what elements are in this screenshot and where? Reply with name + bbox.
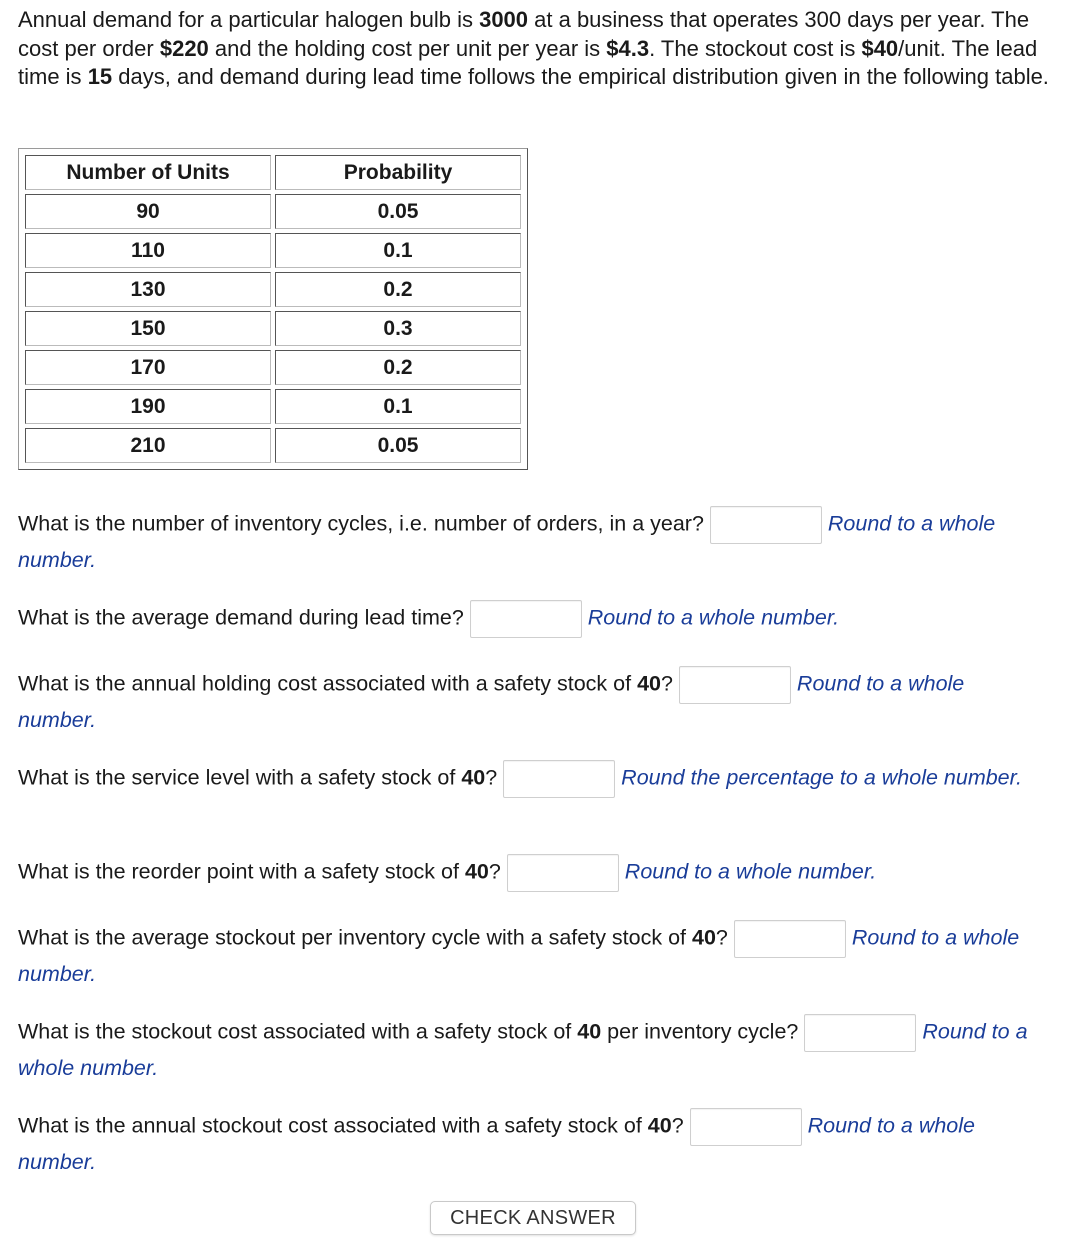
- table-cell-probability: 0.3: [275, 311, 521, 346]
- answer-input-average-stockout-per-cycle[interactable]: [734, 920, 846, 958]
- question-average-lead-time-demand: What is the average demand during lead time? Round to a whole number.: [18, 600, 1058, 638]
- question-inventory-cycles: What is the number of inventory cycles, i.e. number of orders, in a year? Round to a whole number.: [18, 506, 1038, 576]
- table-cell-units: 150: [25, 311, 271, 346]
- table-row: [25, 272, 521, 307]
- rounding-hint: Round to a whole number.: [18, 925, 1020, 986]
- table-row: [25, 311, 521, 346]
- table-cell-units: 130: [25, 272, 271, 307]
- stockout-cost-value: $40: [861, 35, 899, 61]
- rounding-hint: Round to a whole number.: [587, 605, 840, 630]
- rounding-hint: Round to a whole number.: [18, 1113, 975, 1174]
- holding-cost-value: $4.3: [606, 35, 650, 61]
- table-cell-units: 190: [25, 389, 271, 424]
- answer-input-annual-stockout-cost[interactable]: [690, 1108, 802, 1146]
- table-cell-probability: 0.1: [275, 389, 521, 424]
- problem-statement: Annual demand for a particular halogen bulb is 3000 at a business that operates 300 days per year. The cost per order $220 and the holding cost per unit per year is $4.3. The stockout cost is $40/unit. The lead time is 15 days, and demand during lead time follows the empirical distribution given in the following table.: [18, 7, 1049, 89]
- table-cell-probability: 0.05: [275, 194, 521, 229]
- question-service-level: What is the service level with a safety stock of 40? Round the percentage to a whole number.: [18, 760, 1058, 798]
- answer-input-annual-holding-cost[interactable]: [679, 666, 791, 704]
- rounding-hint: Round to a whole number.: [18, 1019, 1028, 1080]
- demand-distribution-table: [18, 148, 528, 470]
- lead-time-value: 15: [87, 64, 113, 89]
- check-answer-button[interactable]: CHECK ANSWER: [430, 1201, 636, 1235]
- answer-input-reorder-point[interactable]: [507, 854, 619, 892]
- table-cell-probability: 0.05: [275, 428, 521, 463]
- table-cell-probability: 0.2: [275, 272, 521, 307]
- table-header-units: Number of Units: [25, 155, 271, 190]
- table-cell-units: 110: [25, 233, 271, 268]
- rounding-hint: Round to a whole number.: [18, 671, 965, 732]
- rounding-hint: Round to a whole number.: [18, 511, 996, 572]
- question-stockout-cost-per-cycle: What is the stockout cost associated with a safety stock of 40 per inventory cycle? Round to a whole number.: [18, 1014, 1058, 1084]
- answer-input-service-level[interactable]: [503, 760, 615, 798]
- table-header-probability: Probability: [275, 155, 521, 190]
- question-annual-stockout-cost: What is the annual stockout cost associated with a safety stock of 40? Round to a whole number.: [18, 1108, 1028, 1178]
- answer-input-average-lead-time-demand[interactable]: [470, 600, 582, 638]
- table-cell-units: 210: [25, 428, 271, 463]
- table-cell-probability: 0.2: [275, 350, 521, 385]
- order-cost-value: $220: [159, 35, 209, 61]
- table-header-row: [25, 155, 521, 190]
- question-annual-holding-cost: What is the annual holding cost associated with a safety stock of 40? Round to a whole number.: [18, 666, 1018, 736]
- answer-input-stockout-cost-per-cycle[interactable]: [804, 1014, 916, 1052]
- annual-demand-value: 3000: [479, 7, 529, 32]
- table-row: [25, 428, 521, 463]
- table-cell-probability: 0.1: [275, 233, 521, 268]
- table-row: [25, 194, 521, 229]
- table-row: [25, 233, 521, 268]
- table-row: [25, 350, 521, 385]
- table-cell-units: 90: [25, 194, 271, 229]
- table-cell-units: 170: [25, 350, 271, 385]
- rounding-hint: Round the percentage to a whole number.: [621, 765, 1022, 790]
- answer-input-inventory-cycles[interactable]: [710, 506, 822, 544]
- table-row: [25, 389, 521, 424]
- question-average-stockout-per-cycle: What is the average stockout per inventory cycle with a safety stock of 40? Round to a whole number.: [18, 920, 1058, 990]
- rounding-hint: Round to a whole number.: [624, 859, 877, 884]
- question-reorder-point: What is the reorder point with a safety stock of 40? Round to a whole number.: [18, 854, 1058, 892]
